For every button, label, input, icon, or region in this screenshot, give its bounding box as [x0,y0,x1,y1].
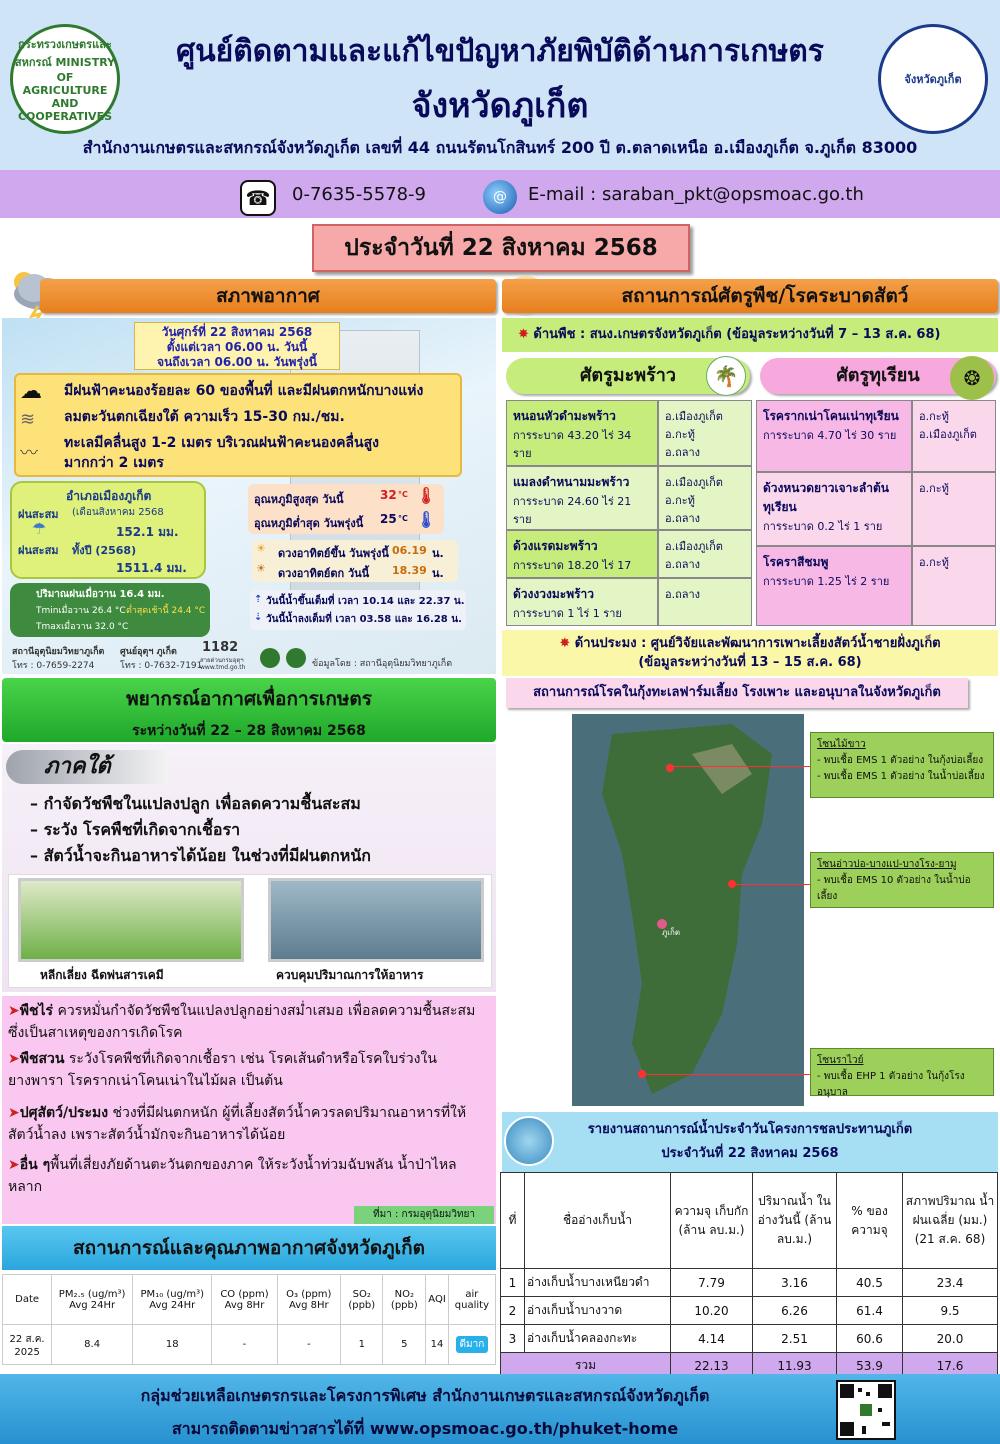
pest-name: แมลงดำหนามมะพร้าว [513,475,630,489]
zone-rawai [810,1048,994,1096]
temp-low-value: 25 [380,512,397,526]
station2-phone: โทร : 0-7632-7191 [120,661,203,671]
advice-livestock [8,1102,488,1146]
weather-summary-card [14,373,462,477]
air-quality-header-row [3,1275,496,1325]
aq-quality-cell [448,1325,495,1365]
phone-icon: ☎ [240,180,276,216]
water-col-rain: สภาพปริมาณ น้ำฝนเฉลี่ย (มม.) (21 ส.ค. 68) [903,1173,998,1269]
plant-pest-header-text: ด้านพืช : สนง.เกษตรจังหวัดภูเก็ต (ข้อมูลระหว่างวันที่ 7 – 13 ส.ค. 68) [533,327,941,342]
water-report-title: รายงานสถานการณ์น้ำประจำวันโครงการชลประทานภูเก็ต [587,1122,913,1137]
reservoir-no: 1 [501,1269,525,1297]
advice-head: อื่น ๆ [19,1157,51,1173]
air-quality-header: สถานการณ์และคุณภาพอากาศจังหวัดภูเก็ต [2,1226,496,1270]
total-label: รวม [501,1353,671,1379]
aq-no2: 5 [383,1325,426,1365]
aq-col-o3: O₃ (ppm) Avg 8Hr [277,1275,341,1325]
pest-detail: การระบาด 24.60 ไร่ 21 ราย [513,495,632,526]
province-seal-text: จังหวัดภูเก็ต [904,73,962,86]
agri-forecast-title: พยากรณ์อากาศเพื่อการเกษตร [126,688,372,710]
wave-icon: 〰 [20,443,38,464]
advice-orchards [8,1048,488,1092]
region-advice-item: – กำจัดวัชพืชในแปลงปลูก เพื่อลดความชื้นสะสม [30,794,361,813]
total-percent: 53.9 [837,1353,903,1379]
zone-finding: - พบเชื้อ EMS 1 ตัวอย่าง ในกุ้งบ่อเลี้ยง [817,755,984,766]
sunset-unit: น. [432,567,444,580]
thermometer-hot-icon: 🌡 [416,486,437,505]
wave-forecast-text-2: มากกว่า 2 เมตร [64,455,164,471]
reservoir-capacity: 7.79 [671,1269,753,1297]
ministry-logo-text: กระทรวงเกษตรและสหกรณ์ MINISTRY OF AGRICULTURE AND COOPERATIVES [14,38,116,123]
temp-low-unit: °C [398,514,408,523]
table-row [501,1269,998,1297]
tmd-logo [260,648,280,668]
arrow-icon: ➤ [8,1105,20,1121]
water-col-no: ที่ [501,1173,525,1269]
weather-date-card [134,322,340,370]
zone-maikhao [810,732,994,798]
aq-so2: 1 [341,1325,383,1365]
plant-pest-header [502,318,998,352]
wind-forecast-text: ลมตะวันตกเฉียงใต้ ความเร็ว 15-30 กม./ชม. [64,409,345,425]
table-row [501,1325,998,1353]
aq-aqi: 14 [426,1325,449,1365]
reservoir-capacity: 4.14 [671,1325,753,1353]
reservoir-percent: 40.5 [837,1269,903,1297]
pest-name-cell [756,546,912,626]
pest-name-cell [506,466,658,530]
rain-year-sub: ทั้งปี (2568) [72,544,137,557]
footer-website[interactable]: สามารถติดตามข่าวสารได้ที่ www.opsmoac.go.th/phuket-home [171,1419,679,1438]
tmin-today: ต่ำสุดเช้านี้ 24.4 °C [126,606,206,616]
arrow-icon: ➤ [8,1051,20,1067]
district-name: อำเภอเมืองภูเก็ต [66,489,152,503]
photo1-caption: หลีกเลี่ยง ฉีดพ่นสารเคมี [40,968,164,982]
tide-low-icon: ⇣ [254,612,263,623]
temperature-card [248,484,444,534]
pest-name: ด้วงแรดมะพร้าว [513,539,598,553]
hotline-sub: สายด่วนกรมอุตุฯ www.tmd.go.th [200,657,246,671]
pest-area: อ.กะทู้ อ.เมืองภูเก็ต [912,400,996,472]
sunrise-value: 06.19 [392,544,427,557]
sun-card [252,540,458,582]
feeding-photo [268,878,484,962]
pest-area: อ.เมืองภูเก็ต อ.กะทู้ อ.ถลาง [658,400,752,466]
rain-month-label: ฝนสะสม [18,508,59,521]
advice-text: ระวังโรคพืชที่เกิดจากเชื้อรา เช่น โรคเส้นดำหรือโรคใบร่วงในยางพารา โรครากเน่าโคนเน่าในไม้ผล เป็นต้น [8,1051,437,1089]
star-icon: ✸ [559,636,575,651]
rain-cloud-icon: ☁ [20,379,42,404]
sunset-label: ดวงอาทิตย์ตก วันนี้ [278,567,370,580]
globe-icon: @ [483,180,517,214]
pest-name: ด้วงหนวดยาวเจาะลำต้นทุเรียน [763,481,889,514]
table-row [3,1325,496,1365]
aq-col-quality: air quality [448,1275,495,1325]
pest-detail: การระบาด 1.25 ไร่ 2 ราย [763,575,890,588]
pest-detail: การระบาด 1 ไร่ 1 ราย [513,607,622,620]
moac-logo [286,648,306,668]
station1-phone: โทร : 0-7659-2274 [12,661,95,671]
weather-end-time: จนถึงเวลา 06.00 น. วันพรุ่งนี้ [157,355,317,369]
tide-low: วันนี้น้ำลงเต็มที่ เวลา 03.58 และ 16.28 น. [266,614,462,625]
aq-col-pm25: PM₂.₅ (ug/m³) Avg 24Hr [52,1275,133,1325]
sector-advice-panel [2,996,496,1224]
zone-connector [670,766,810,767]
zone-finding: - พบเชื้อ EMS 1 ตัวอย่าง ในน้ำบ่อเลี้ยง [817,771,985,782]
arrow-icon: ➤ [8,1157,20,1173]
reservoir-volume: 6.26 [753,1297,837,1325]
water-col-volume: ปริมาณน้ำ ในอ่างวันนี้ (ล้าน ลบ.ม.) [753,1173,837,1269]
fishery-header-line1 [502,634,998,653]
aq-col-pm10: PM₁₀ (ug/m³) Avg 24Hr [133,1275,212,1325]
aq-quality-badge: ดีมาก [456,1336,489,1353]
weather-start-time: ตั้งแต่เวลา 06.00 น. วันนี้ [166,340,308,354]
phuket-map [572,714,804,1106]
rain-month-value: 152.1 มม. [116,525,179,539]
accumulated-rain-card [10,481,206,579]
reservoir-rain: 20.0 [903,1325,998,1353]
zone-title: โซนไม้ขาว [817,739,866,750]
tide-card [250,590,466,630]
pest-name: โรคราสีชมพู [763,555,829,569]
hotline-number: 1182 [202,640,239,655]
tide-high: วันนี้น้ำขึ้นเต็มที่ เวลา 10.14 และ 22.37 น. [266,596,465,607]
advice-head: ปศุสัตว์/ประมง [19,1105,109,1121]
water-col-name: ชื่ออ่างเก็บน้ำ [525,1173,671,1269]
agri-forecast-period: ระหว่างวันที่ 22 – 28 สิงหาคม 2568 [132,723,366,739]
rain-month-sub: (เดือนสิงหาคม 2568 [72,507,164,518]
sunset-value: 18.39 [392,564,427,577]
aq-o3: - [277,1325,341,1365]
region-advice-item: – ระวัง โรคพืชที่เกิดจากเชื้อรา [30,820,241,839]
email-address[interactable]: E-mail : saraban_pkt@opsmoac.go.th [528,184,864,205]
water-col-capacity: ความจุ เก็บกัก (ล้าน ลบ.ม.) [671,1173,753,1269]
weather-footer [2,640,496,674]
temp-high-unit: °C [398,490,408,499]
water-report-header [502,1112,998,1172]
fishery-header-period: (ข้อมูลระหว่างวันที่ 13 – 15 ส.ค. 68) [638,655,862,670]
date-banner: ประจำวันที่ 22 สิงหาคม 2568 [312,224,690,272]
photo2-caption: ควบคุมปริมาณการให้อาหาร [276,968,424,982]
water-col-percent: % ของ ความจุ [837,1173,903,1269]
sunrise-icon: ☀ [256,542,266,555]
temp-high-value: 32 [380,488,397,502]
tmax-yesterday: Tmaxเมื่อวาน 32.0 °C [36,622,129,632]
office-address: สำนักงานเกษตรและสหกรณ์จังหวัดภูเก็ต เลขที่ 44 ถนนรัตนโกสินทร์ 200 ปี ต.ตลาดเหนือ อ.เมืองภูเก็ต จ.ภูเก็ต 83000 [82,138,918,157]
raindrop-icon: ☂ [32,519,47,538]
dam-icon [504,1116,554,1166]
wind-icon: ≋ [20,409,36,430]
total-rain: 17.6 [903,1353,998,1379]
rain-year-label: ฝนสะสม [18,544,59,557]
aq-col-aqi: AQI [426,1275,449,1325]
region-label: ภาคใต้ [6,750,168,784]
tide-high-icon: ⇡ [254,594,263,605]
fishery-header-text: ด้านประมง : ศูนย์วิจัยและพัฒนาการเพาะเลี้ยงสัตว์น้ำชายฝั่งภูเก็ต [574,636,941,651]
station1-name: สถานีอุตุนิยมวิทยาภูเก็ต [12,647,105,657]
spraying-photo [18,878,244,962]
advice-head: พืชสวน [19,1051,65,1067]
pest-name-cell [506,530,658,578]
table-row [501,1297,998,1325]
pest-area: อ.เมืองภูเก็ต อ.กะทู้ อ.ถลาง [658,466,752,530]
aq-col-co: CO (ppm) Avg 8Hr [212,1275,277,1325]
zone-connector [642,1074,810,1075]
pest-name-cell [506,578,658,626]
wave-forecast-text: ทะเลมีคลื่นสูง 1-2 เมตร บริเวณฝนฟ้าคะนองคลื่นสูง [64,435,379,451]
reservoir-name: อ่างเก็บน้ำบางวาด [525,1297,671,1325]
yesterday-rain-card [10,583,210,637]
aq-col-so2: SO₂ (ppb) [341,1275,383,1325]
qr-code[interactable] [836,1380,896,1440]
total-volume: 11.93 [753,1353,837,1379]
palm-tree-icon: 🌴 [706,356,746,396]
aq-col-date: Date [3,1275,52,1325]
phone-number[interactable]: 0-7635-5578-9 [292,184,427,205]
advice-others [8,1154,488,1198]
reservoir-name: อ่างเก็บน้ำคลองกะทะ [525,1325,671,1353]
pest-name-cell [756,472,912,546]
shrimp-disease-header: สถานการณ์โรคในกุ้งทะเลฟาร์มเลี้ยง โรงเพาะ และอนุบาลในจังหวัดภูเก็ต [506,678,968,708]
reservoir-header-row [501,1173,998,1269]
pest-name-cell [506,400,658,466]
sunset-icon: ☀ [256,562,266,575]
pest-detail: การระบาด 18.20 ไร่ 17 [513,559,632,572]
tmin-yesterday: Tminเมื่อวาน 26.4 °C [36,606,126,616]
yesterday-rain: ปริมาณฝนเมื่อวาน 16.4 มม. [36,589,165,600]
zone-connector [732,884,810,885]
reservoir-table [500,1172,998,1379]
aq-pm25: 8.4 [52,1325,133,1365]
reservoir-volume: 2.51 [753,1325,837,1353]
weather-section-header: สภาพอากาศ [40,279,496,313]
page-subtitle: จังหวัดภูเก็ต [411,86,589,126]
forecast-source: ที่มา : กรมอุตุนิยมวิทยา [354,1206,494,1224]
reservoir-name: อ่างเก็บน้ำบางเหนียวดำ [525,1269,671,1297]
zone-finding: - พบเชื้อ EMS 10 ตัวอย่าง ในน้ำบ่อเลี้ยง [817,875,971,902]
pest-detail: การระบาด 4.70 ไร่ 30 ราย [763,429,897,442]
pest-name-cell [756,400,912,472]
air-quality-table [2,1274,496,1365]
total-capacity: 22.13 [671,1353,753,1379]
coconut-pest-title: ศัตรูมะพร้าว [579,365,677,386]
water-report-date: ประจำวันที่ 22 สิงหาคม 2568 [661,1146,839,1161]
zone-finding: - พบเชื้อ EHP 1 ตัวอย่าง ในกุ้งโรงอนุบาล [817,1071,965,1098]
pest-detail: การระบาด 0.2 ไร่ 1 ราย [763,520,883,533]
footer-office: กลุ่มช่วยเหลือเกษตรกรและโครงการพิเศษ สำนักงานเกษตรและสหกรณ์จังหวัดภูเก็ต [140,1386,710,1405]
pest-name: ด้วงงวงมะพร้าว [513,587,595,601]
reservoir-percent: 60.6 [837,1325,903,1353]
aq-date: 22 ส.ค. 2025 [3,1325,52,1365]
rain-forecast-text: มีฝนฟ้าคะนองร้อยละ 60 ของพื้นที่ และมีฝนตกหนักบางแห่ง [64,383,424,399]
advice-head: พืชไร่ [19,1003,54,1019]
reservoir-capacity: 10.20 [671,1297,753,1325]
reservoir-rain: 23.4 [903,1269,998,1297]
aq-pm10: 18 [133,1325,212,1365]
fishery-header [502,630,998,676]
pest-detail: การระบาด 43.20 ไร่ 34 ราย [513,429,632,460]
pest-area: อ.ถลาง [658,578,752,626]
pest-section-header [502,279,998,313]
map-label-phuket: ภูเก็ต [662,928,681,937]
durian-pest-title: ศัตรูทุเรียน [836,365,920,386]
page-title: ศูนย์ติดตามและแก้ไขปัญหาภัยพิบัติด้านการเกษตร [176,34,824,69]
station2-name: ศูนย์อุตุฯ ภูเก็ต [120,647,177,657]
zone-aopo [810,852,994,908]
agri-forecast-header [2,678,496,742]
advice-field-crops [8,1000,488,1044]
temp-high-label: อุณหภูมิสูงสุด วันนี้ [254,493,344,506]
pest-area: อ.กะทู้ [912,546,996,626]
aq-col-no2: NO₂ (ppb) [383,1275,426,1325]
weather-date: วันศุกร์ที่ 22 สิงหาคม 2568 [161,325,313,339]
sunrise-label: ดวงอาทิตย์ขึ้น วันพรุ่งนี้ [278,547,389,560]
rain-year-value: 1511.4 มม. [116,561,187,575]
region-advice-item: – สัตว์น้ำจะกินอาหารได้น้อย ในช่วงที่มีฝนตกหนัก [30,846,371,865]
thermometer-cold-icon: 🌡 [416,510,437,529]
sunrise-unit: น. [432,547,444,560]
arrow-icon: ➤ [8,1003,20,1019]
pest-area: อ.เมืองภูเก็ต อ.ถลาง [658,530,752,578]
pest-section-title: สถานการณ์ศัตรูพืช/โรคระบาดสัตว์ [621,285,909,307]
advice-text: พื้นที่เสี่ยงภัยด้านตะวันตกของภาค ให้ระวังน้ำท่วมฉับพลัน น้ำป่าไหลหลาก [8,1157,457,1195]
pest-area: อ.กะทู้ [912,472,996,546]
reservoir-rain: 9.5 [903,1297,998,1325]
weather-data-credit: ข้อมูลโดย : สถานีอุตุนิยมวิทยาภูเก็ต [312,659,453,669]
reservoir-percent: 61.4 [837,1297,903,1325]
temp-low-label: อุณหภูมิต่ำสุด วันพรุ่งนี้ [254,517,364,530]
reservoir-no: 2 [501,1297,525,1325]
zone-title: โซนราไวย์ [817,1055,864,1066]
durian-icon: ❂ [950,356,994,400]
star-icon: ✸ [518,327,534,342]
reservoir-volume: 3.16 [753,1269,837,1297]
advice-text: ช่วงที่มีฝนตกหนัก ผู้ที่เลี้ยงสัตว์น้ำควรลดปริมาณอาหารที่ให้สัตว์น้ำลง เพราะสัตว์น้ำมักจะกินอาหารได้น้อย [8,1105,467,1143]
pest-name: หนอนหัวดำมะพร้าว [513,409,616,423]
aq-co: - [212,1325,277,1365]
reservoir-no: 3 [501,1325,525,1353]
zone-title: โซนอ่าวปอ-บางแป-บางโรง-ยามู [817,859,957,870]
pest-name: โรครากเน่าโคนเน่าทุเรียน [763,409,899,423]
advice-text: ควรหมั่นกำจัดวัชพืชในแปลงปลูกอย่างสม่ำเสมอ เพื่อลดความชื้นสะสมซึ่งเป็นสาเหตุของการเกิดโรค [8,1003,476,1041]
